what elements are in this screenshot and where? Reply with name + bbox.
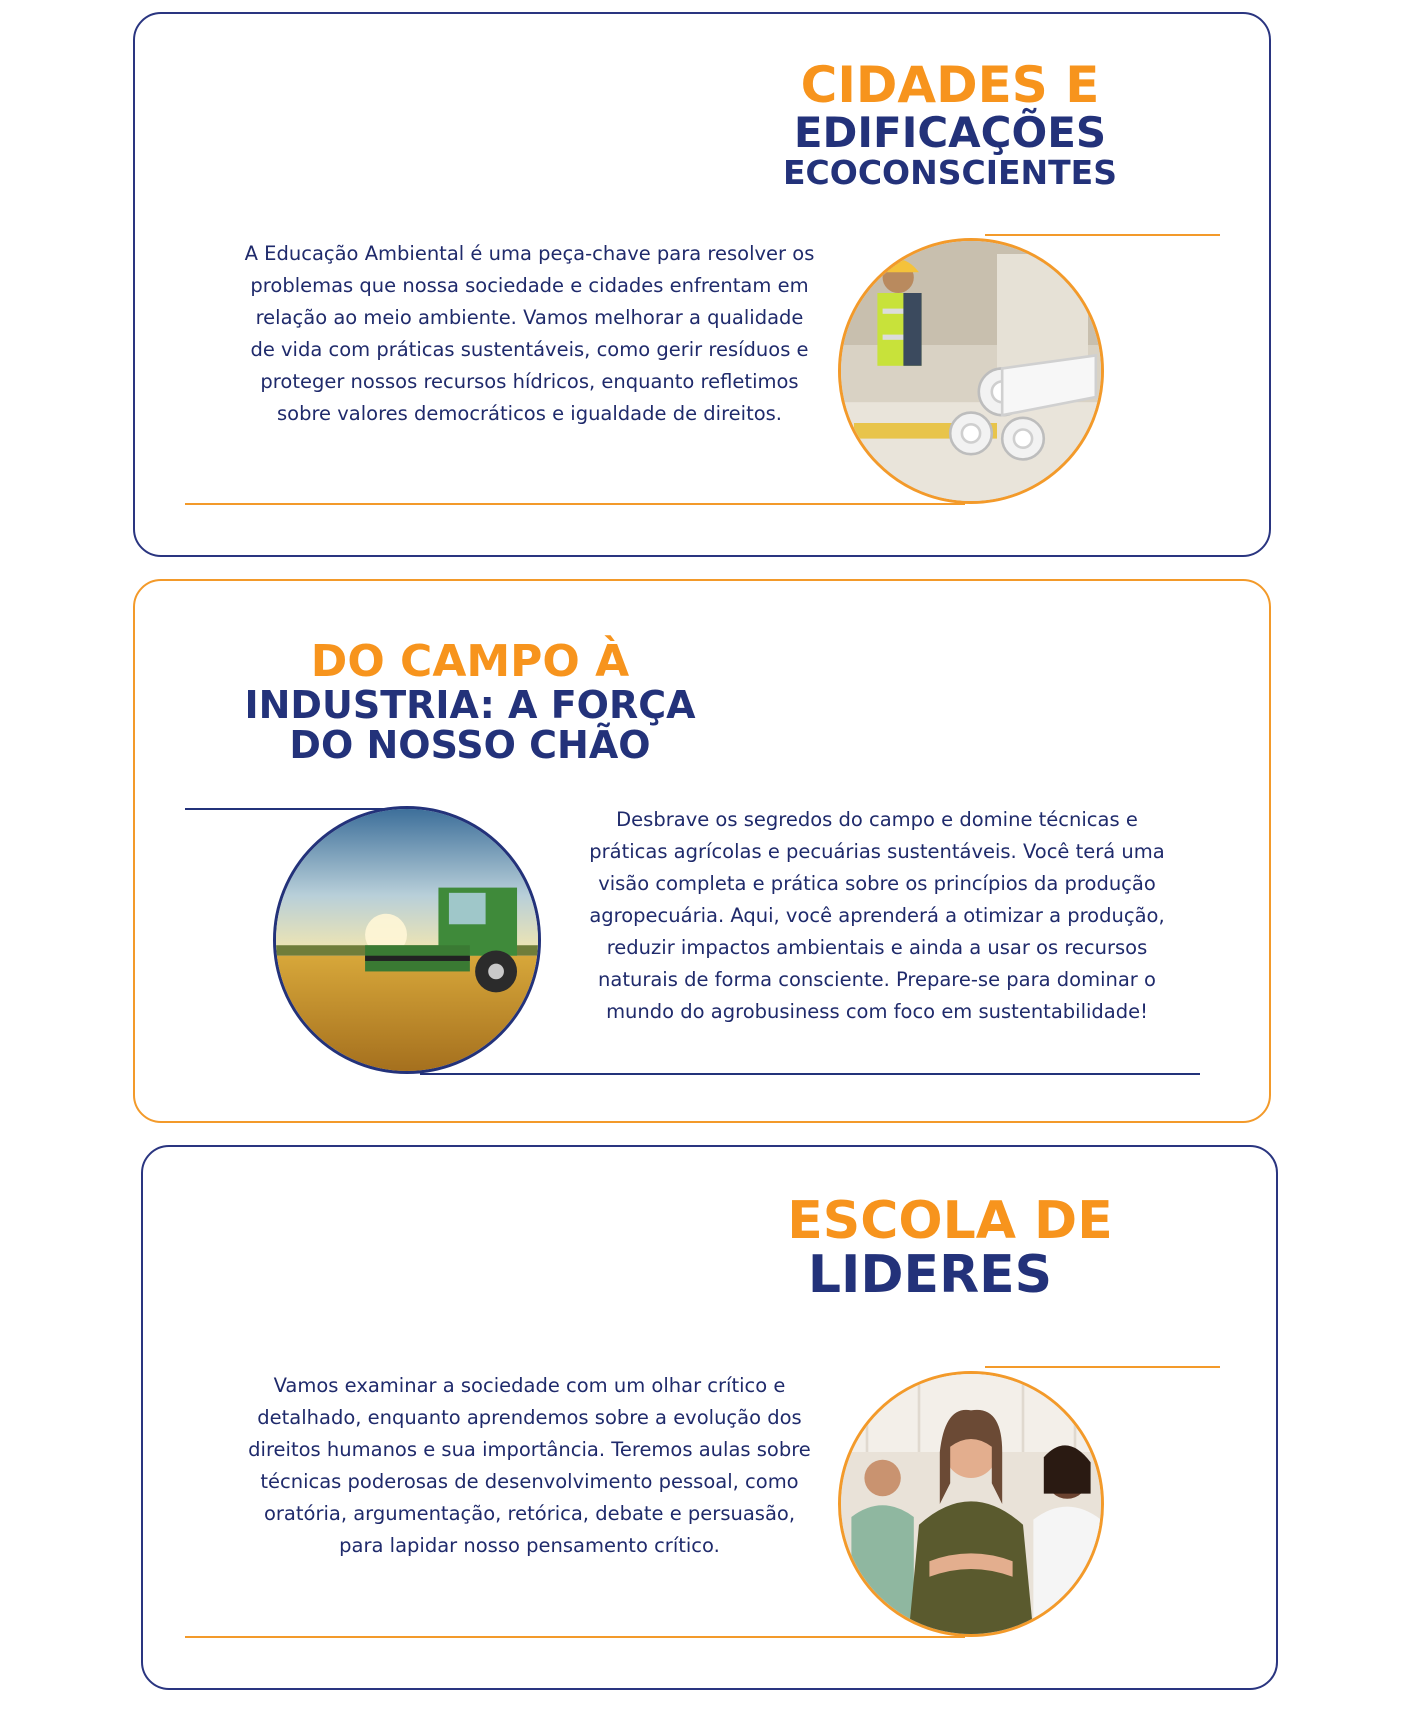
harvester-photo [273,806,541,1074]
team-leader-photo [838,1371,1104,1637]
title-line-2: LIDERES [807,1245,1053,1305]
title-line-2: INDUSTRIA: A FORÇA [244,683,696,727]
title-line-3: DO NOSSO CHÃO [289,723,651,767]
title-line-3: ECOCONSCIENTES [783,153,1117,192]
title-line-1: ESCOLA DE [787,1191,1113,1251]
divider-bottom-cidades [185,503,965,505]
divider-bottom-campo [420,1073,1200,1075]
construction-photo [838,238,1104,504]
title-line-2: EDIFICAÇÕES [793,108,1107,157]
title-line-1: CIDADES E [800,56,1100,114]
divider-top-lideres [985,1366,1220,1368]
section-body-campo: Desbrave os segredos do campo e domine técnicas e práticas agrícolas e pecuárias sustentáveis. Você terá uma visão completa e prática sobre os princípios da produção agropecuária. Aqui, você aprenderá a otimizar a produção, reduzir impactos ambientais e ainda a usar os recursos naturais de forma consciente. Prepare-se para dominar o mundo do agrobusiness com foco em sustentabilidade! [589,808,1165,1023]
divider-bottom-lideres [185,1636,965,1638]
title-line-1: DO CAMPO À [310,636,630,687]
section-title-campo [210,636,730,767]
section-title-lideres [700,1191,1200,1305]
divider-top-cidades [985,234,1220,236]
section-body-lideres: Vamos examinar a sociedade com um olhar crítico e detalhado, enquanto aprendemos sobre a evolução dos direitos humanos e sua importância. Teremos aulas sobre técnicas poderosas de desenvolvimento pessoal, como oratória, argumentação, retórica, debate e persuasão, para lapidar nosso pensamento crítico. [248,1374,811,1557]
section-body-cidades: A Educação Ambiental é uma peça-chave para resolver os problemas que nossa sociedade e cidades enfrentam em relação ao meio ambiente. Vamos melhorar a qualidade de vida com práticas sustentáveis, como gerir resíduos e proteger nossos recursos hídricos, enquanto refletimos sobre valores democráticos e igualdade de direitos. [244,242,815,425]
section-title-cidades [700,56,1200,192]
